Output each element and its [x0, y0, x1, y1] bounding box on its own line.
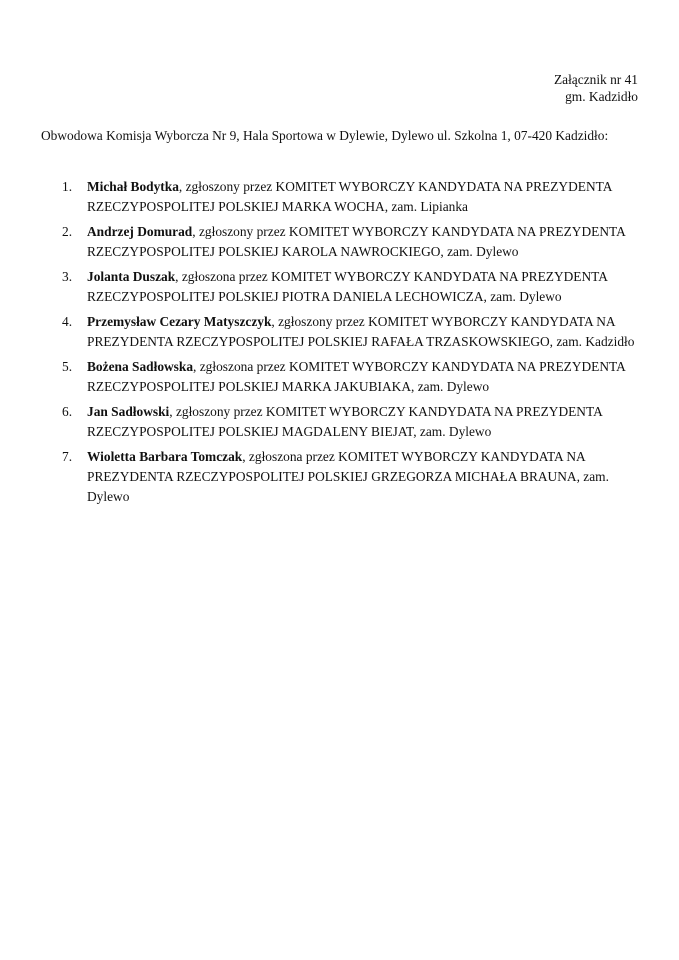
member-item — [62, 402, 642, 442]
annex-number: Załącznik nr 41 — [553, 72, 638, 87]
member-number: 7. — [62, 449, 73, 464]
member-name: Jan Sadłowski — [87, 404, 170, 419]
member-name: Michał Bodytka — [87, 179, 179, 194]
member-item — [62, 312, 642, 352]
member-name: Jolanta Duszak — [87, 269, 176, 284]
member-number: 3. — [62, 269, 73, 284]
member-number: 1. — [62, 179, 73, 194]
member-number: 5. — [62, 359, 73, 374]
member-details: , zgłoszony przez KOMITET WYBORCZY KANDYDATA NA PREZYDENTA RZECZYPOSPOLITEJ POLSKIEJ MARKA WOCHA, zam. Lipianka — [87, 179, 612, 214]
document-header — [554, 71, 638, 105]
member-details: , zgłoszona przez KOMITET WYBORCZY KANDYDATA NA PREZYDENTA RZECZYPOSPOLITEJ POLSKIEJ PIOTRA DANIELA LECHOWICZA, zam. Dylewo — [87, 269, 608, 304]
member-number: 2. — [62, 224, 73, 239]
member-details: , zgłoszona przez KOMITET WYBORCZY KANDYDATA NA PREZYDENTA RZECZYPOSPOLITEJ POLSKIEJ GRZEGORZA MICHAŁA BRAUNA, zam. Dylewo — [87, 449, 609, 504]
member-name: Wioletta Barbara Tomczak — [87, 449, 243, 464]
member-details: , zgłoszony przez KOMITET WYBORCZY KANDYDATA NA PREZYDENTA RZECZYPOSPOLITEJ POLSKIEJ RAFAŁA TRZASKOWSKIEGO, zam. Kadzidło — [87, 314, 635, 349]
municipality: gm. Kadzidło — [565, 89, 638, 104]
member-name: Bożena Sadłowska — [87, 359, 194, 374]
member-name: Andrzej Domurad — [87, 224, 193, 239]
member-details: , zgłoszona przez KOMITET WYBORCZY KANDYDATA NA PREZYDENTA RZECZYPOSPOLITEJ POLSKIEJ MARKA JAKUBIAKA, zam. Dylewo — [87, 359, 626, 394]
member-name: Przemysław Cezary Matyszczyk — [87, 314, 272, 329]
member-item — [62, 177, 642, 217]
member-details: , zgłoszony przez KOMITET WYBORCZY KANDYDATA NA PREZYDENTA RZECZYPOSPOLITEJ POLSKIEJ KAROLA NAWROCKIEGO, zam. Dylewo — [87, 224, 626, 259]
member-item — [62, 222, 642, 262]
member-number: 4. — [62, 314, 73, 329]
member-item — [62, 357, 642, 397]
member-item — [62, 267, 642, 307]
member-item — [62, 447, 642, 507]
member-details: , zgłoszony przez KOMITET WYBORCZY KANDYDATA NA PREZYDENTA RZECZYPOSPOLITEJ POLSKIEJ MAGDALENY BIEJAT, zam. Dylewo — [87, 404, 603, 439]
member-number: 6. — [62, 404, 73, 419]
commission-title: Obwodowa Komisja Wyborcza Nr 9, Hala Sportowa w Dylewie, Dylewo ul. Szkolna 1, 07-420 Kadzidło: — [41, 128, 609, 143]
members-list — [62, 177, 642, 512]
